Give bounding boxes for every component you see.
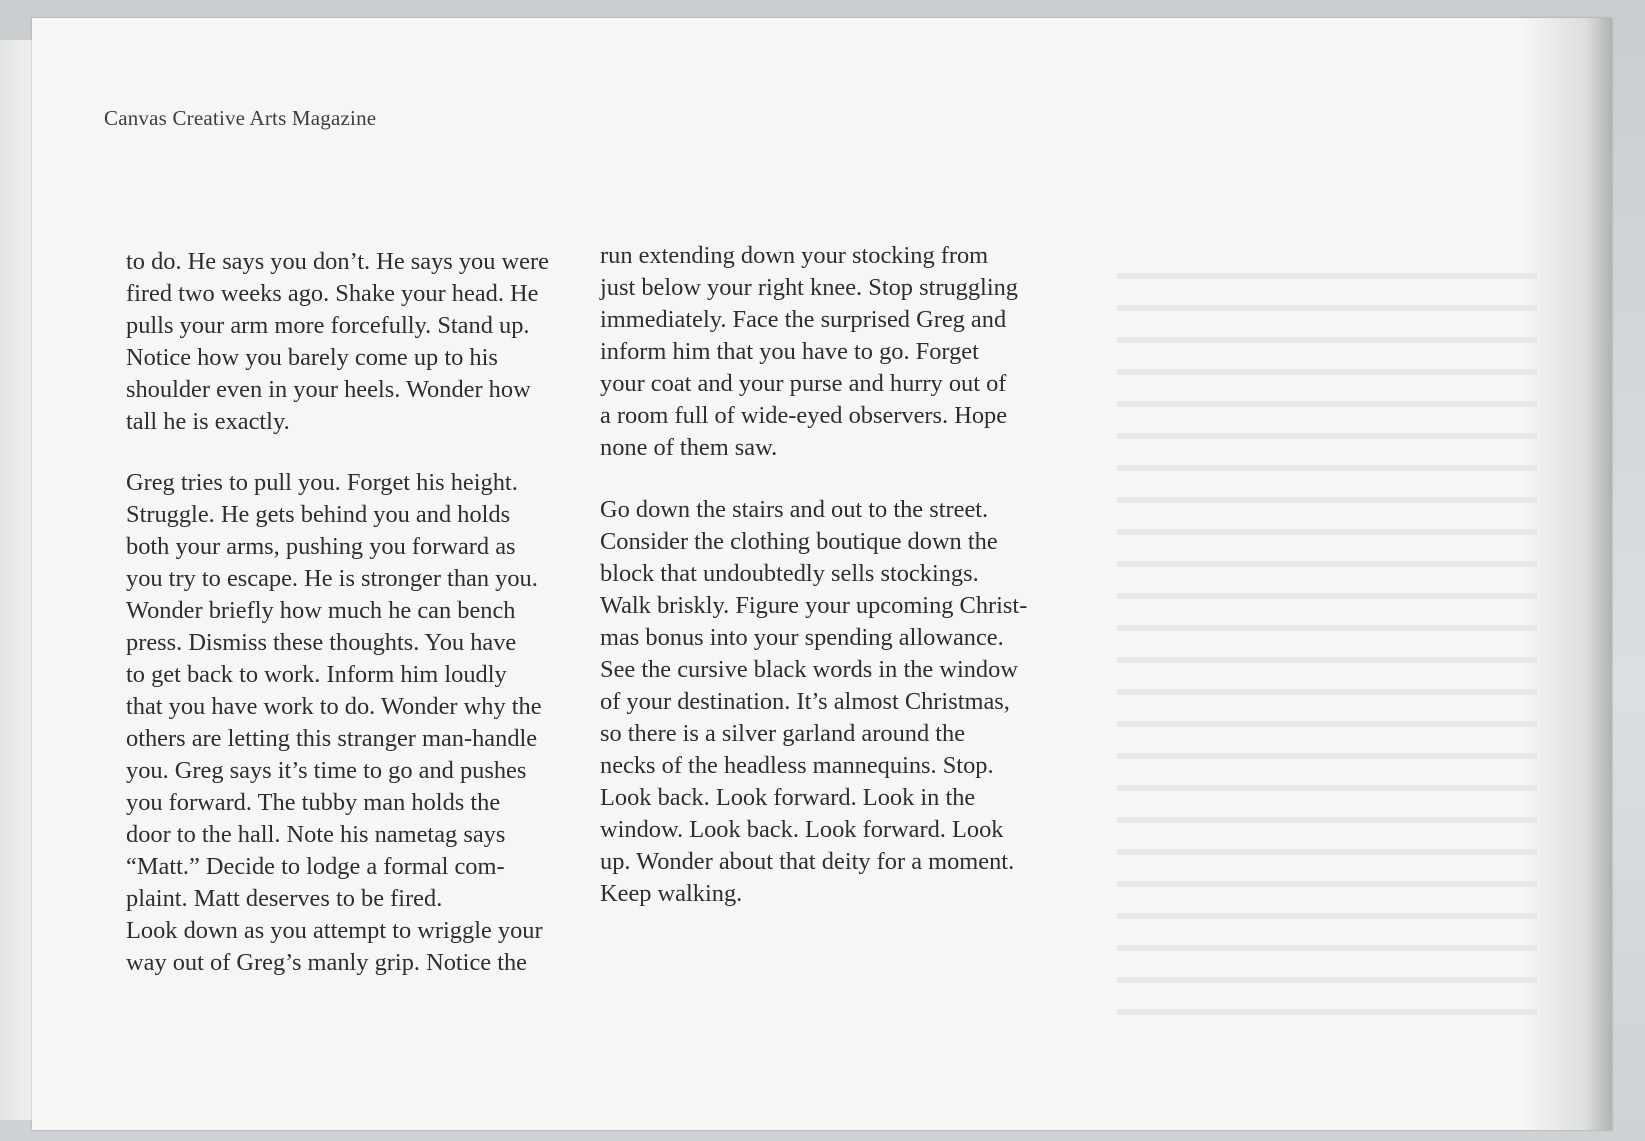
text-line: immediately. Face the surprised Greg and [600,306,1007,333]
text-line: a room full of wide-eyed observers. Hope [600,402,1008,429]
text-line: Struggle. He gets behind you and holds [126,501,511,528]
text-line: your coat and your purse and hurry out of [600,370,1007,397]
right-text-column [600,240,1070,910]
text-line: plaint. Matt deserves to be fired. [126,885,443,912]
left-paragraph-2 [126,467,596,979]
text-line: so there is a silver garland around the [600,720,966,747]
text-line: block that undoubtedly sells stockings. [600,560,979,587]
text-line: Look back. Look forward. Look in the [600,784,976,811]
text-line: Walk briskly. Figure your upcoming Christ- [600,592,1028,619]
page-curl-shadow [1522,18,1612,1130]
text-line: up. Wonder about that deity for a moment. [600,848,1015,875]
text-line: tall he is exactly. [126,408,290,435]
text-line: others are letting this stranger man-handle [126,725,538,752]
text-line: Wonder briefly how much he can bench [126,597,516,624]
paragraph-gap [600,464,1070,494]
text-line: fired two weeks ago. Shake your head. He [126,280,539,307]
text-line: shoulder even in your heels. Wonder how [126,376,531,403]
text-line: Greg tries to pull you. Forget his height. [126,469,518,496]
text-line: Notice how you barely come up to his [126,344,498,371]
text-line: Consider the clothing boutique down the [600,528,998,555]
text-line: to do. He says you don’t. He says you were [126,248,549,275]
text-line: door to the hall. Note his nametag says [126,821,506,848]
text-line: inform him that you have to go. Forget [600,338,979,365]
right-paragraph-1 [600,240,1070,464]
text-line: you try to escape. He is stronger than you. [126,565,538,592]
text-line: just below your right knee. Stop struggling [600,274,1018,301]
text-line: both your arms, pushing you forward as [126,533,516,560]
text-line: Look down as you attempt to wriggle your [126,917,543,944]
left-paragraph-1 [126,246,596,438]
text-line: window. Look back. Look forward. Look [600,816,1004,843]
paragraph-gap [126,438,596,467]
text-line: necks of the headless mannequins. Stop. [600,752,994,779]
running-header: Canvas Creative Arts Magazine [104,106,377,130]
text-line: press. Dismiss these thoughts. You have [126,629,517,656]
text-line: Go down the stairs and out to the street. [600,496,989,523]
text-line: run extending down your stocking from [600,242,989,269]
facing-page-edge [0,40,32,1120]
text-line: See the cursive black words in the window [600,656,1018,683]
text-line: Keep walking. [600,880,743,907]
text-line: you. Greg says it’s time to go and pushes [126,757,527,784]
text-line: you forward. The tubby man holds the [126,789,501,816]
show-through-text [1117,253,1537,1033]
text-line: that you have work to do. Wonder why the [126,693,542,720]
left-text-column [126,246,596,979]
text-line: to get back to work. Inform him loudly [126,661,507,688]
text-line: mas bonus into your spending allowance. [600,624,1004,651]
text-line: none of them saw. [600,434,778,461]
text-line: of your destination. It’s almost Christmas, [600,688,1010,715]
text-line: pulls your arm more forcefully. Stand up. [126,312,530,339]
magazine-page [32,18,1612,1130]
right-paragraph-2 [600,494,1070,910]
text-line: “Matt.” Decide to lodge a formal com- [126,853,505,880]
text-line: way out of Greg’s manly grip. Notice the [126,949,527,976]
